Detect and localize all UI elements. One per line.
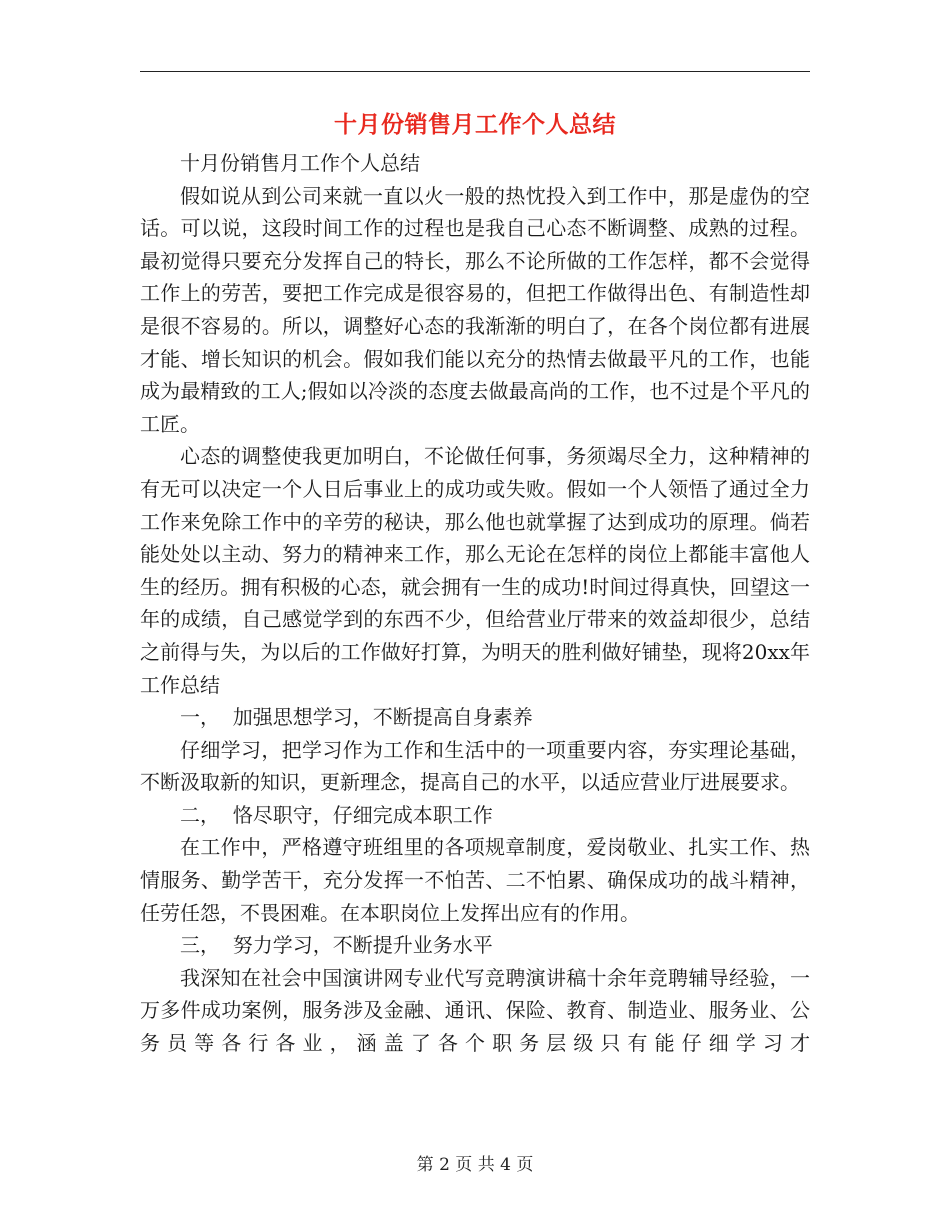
paragraph: 心态的调整使我更加明白，不论做任何事，务须竭尽全力，这种精神的有无可以决定一个人日后事业上的成功或失败。假如一个人领悟了通过全力工作来免除工作中的辛劳的秘诀，那么他也就掌握了达到成功的原理。倘若能处处以主动、努力的精神来工作，那么无论在怎样的岗位上都能丰富他人生的经历。拥有积极的心态，就会拥有一生的成功!时间过得真快，回望这一年的成绩，自己感觉学到的东西不少，但给营业厅带来的效益却很少，总结之前得与失，为以后的工作做好打算，为明天的胜利做好铺垫，现将20xx年工作总结	[140, 444, 810, 697]
section-heading-1: 一， 加强思想学习，不断提高自身素养	[180, 705, 533, 730]
section-heading-2: 二， 恪尽职守，仔细完成本职工作	[180, 802, 493, 827]
paragraph: 仔细学习，把学习作为工作和生活中的一项重要内容，夯实理论基础，不断汲取新的知识，更新理念，提高自己的水平，以适应营业厅进展要求。	[140, 737, 810, 795]
paragraph: 假如说从到公司来就一直以火一般的热忱投入到工作中，那是虚伪的空话。可以说，这段时间工作的过程也是我自己心态不断调整、成熟的过程。最初觉得只要充分发挥自己的特长，那么不论所做的工作怎样，都不会觉得工作上的劳苦，要把工作完成是很容易的，但把工作做得出色、有制造性却是很不容易的。所以，调整好心态的我渐渐的明白了，在各个岗位都有进展才能、增长知识的机会。假如我们能以充分的热情去做最平凡的工作，也能成为最精致的工人;假如以冷淡的态度去做最高尚的工作，也不过是个平凡的工匠。	[140, 183, 810, 436]
section-heading-3: 三， 努力学习，不断提升业务水平	[180, 933, 493, 958]
paragraph: 我深知在社会中国演讲网专业代写竞聘演讲稿十余年竞聘辅导经验，一万多件成功案例，服务涉及金融、通讯、保险、教育、制造业、服务业、公务员等各行各业，涵盖了各个职务层级只有能仔细学习才	[140, 965, 810, 1056]
header-rule	[140, 71, 810, 72]
paragraph-subtitle: 十月份销售月工作个人总结	[180, 151, 420, 175]
document-body	[140, 147, 810, 1060]
paragraph: 在工作中，严格遵守班组里的各项规章制度，爱岗敬业、扎实工作、热情服务、勤学苦干，充分发挥一不怕苦、二不怕累、确保成功的战斗精神，任劳任怨，不畏困难。在本职岗位上发挥出应有的作用。	[140, 835, 810, 925]
document-title: 十月份销售月工作个人总结	[334, 111, 616, 138]
page-number: 第 2 页 共 4 页	[416, 1155, 534, 1175]
